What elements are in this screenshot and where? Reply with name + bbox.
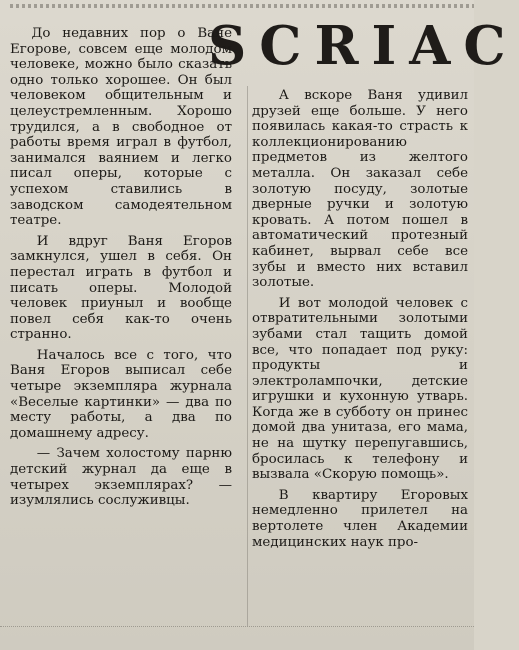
headline: SCRIAC [208,15,519,77]
paragraph: До недавних пор о Ване Егорове, совсем еще молодом человеке, можно было сказать одно только хорошее. Он был человеком общительным и целеустремленным. Хорошо трудился, а в свободное от работы время играл в футбол, занимался ваянием и легко писал оперы, которые с успехом ставились в заводском самодеятельном театре. [10,26,232,229]
article-column-left [10,26,232,514]
paragraph: А вскоре Ваня удивил друзей еще больше. У него появилась какая-то страсть к коллекционированию предметов из желтого металла. Он заказал себе золотую посуду, золотые дверные ручки и золотую кровать. А потом пошел в автоматический протезный кабинет, вырвал себе все зубы и вместо них вставил золотые. [252,88,468,291]
article-column-right [252,88,468,555]
paragraph: Началось все с того, что Ваня Егоров выписал себе четыре экземпляра журнала «Веселые картинки» — два по месту работы, а два по домашнему адресу. [10,347,232,441]
top-decorative-rule [10,4,474,8]
paragraph: В квартиру Егоровых немедленно прилетел на вертолете член Академии медицинских наук про- [252,487,468,550]
bottom-edge-rule [0,626,474,628]
column-divider [247,86,248,626]
paragraph: — Зачем холостому парню детский журнал да еще в четырех экземплярах? — изумлялись сослуживцы. [10,446,232,509]
paragraph: И вот молодой человек с отвратительными золотыми зубами стал тащить домой все, что попадает под руку: продукты и электролампочки, детские игрушки и кухонную утварь. Когда же в субботу он принес домой два унитаза, его мама, не на шутку перепугавшись, бросилась к телефону и вызвала «Скорую помощь». [252,295,468,483]
paragraph: И вдруг Ваня Егоров замкнулся, ушел в себя. Он перестал играть в футбол и писать оперы. Молодой человек приуныл и вообще повел себя как-то очень странно. [10,233,232,343]
